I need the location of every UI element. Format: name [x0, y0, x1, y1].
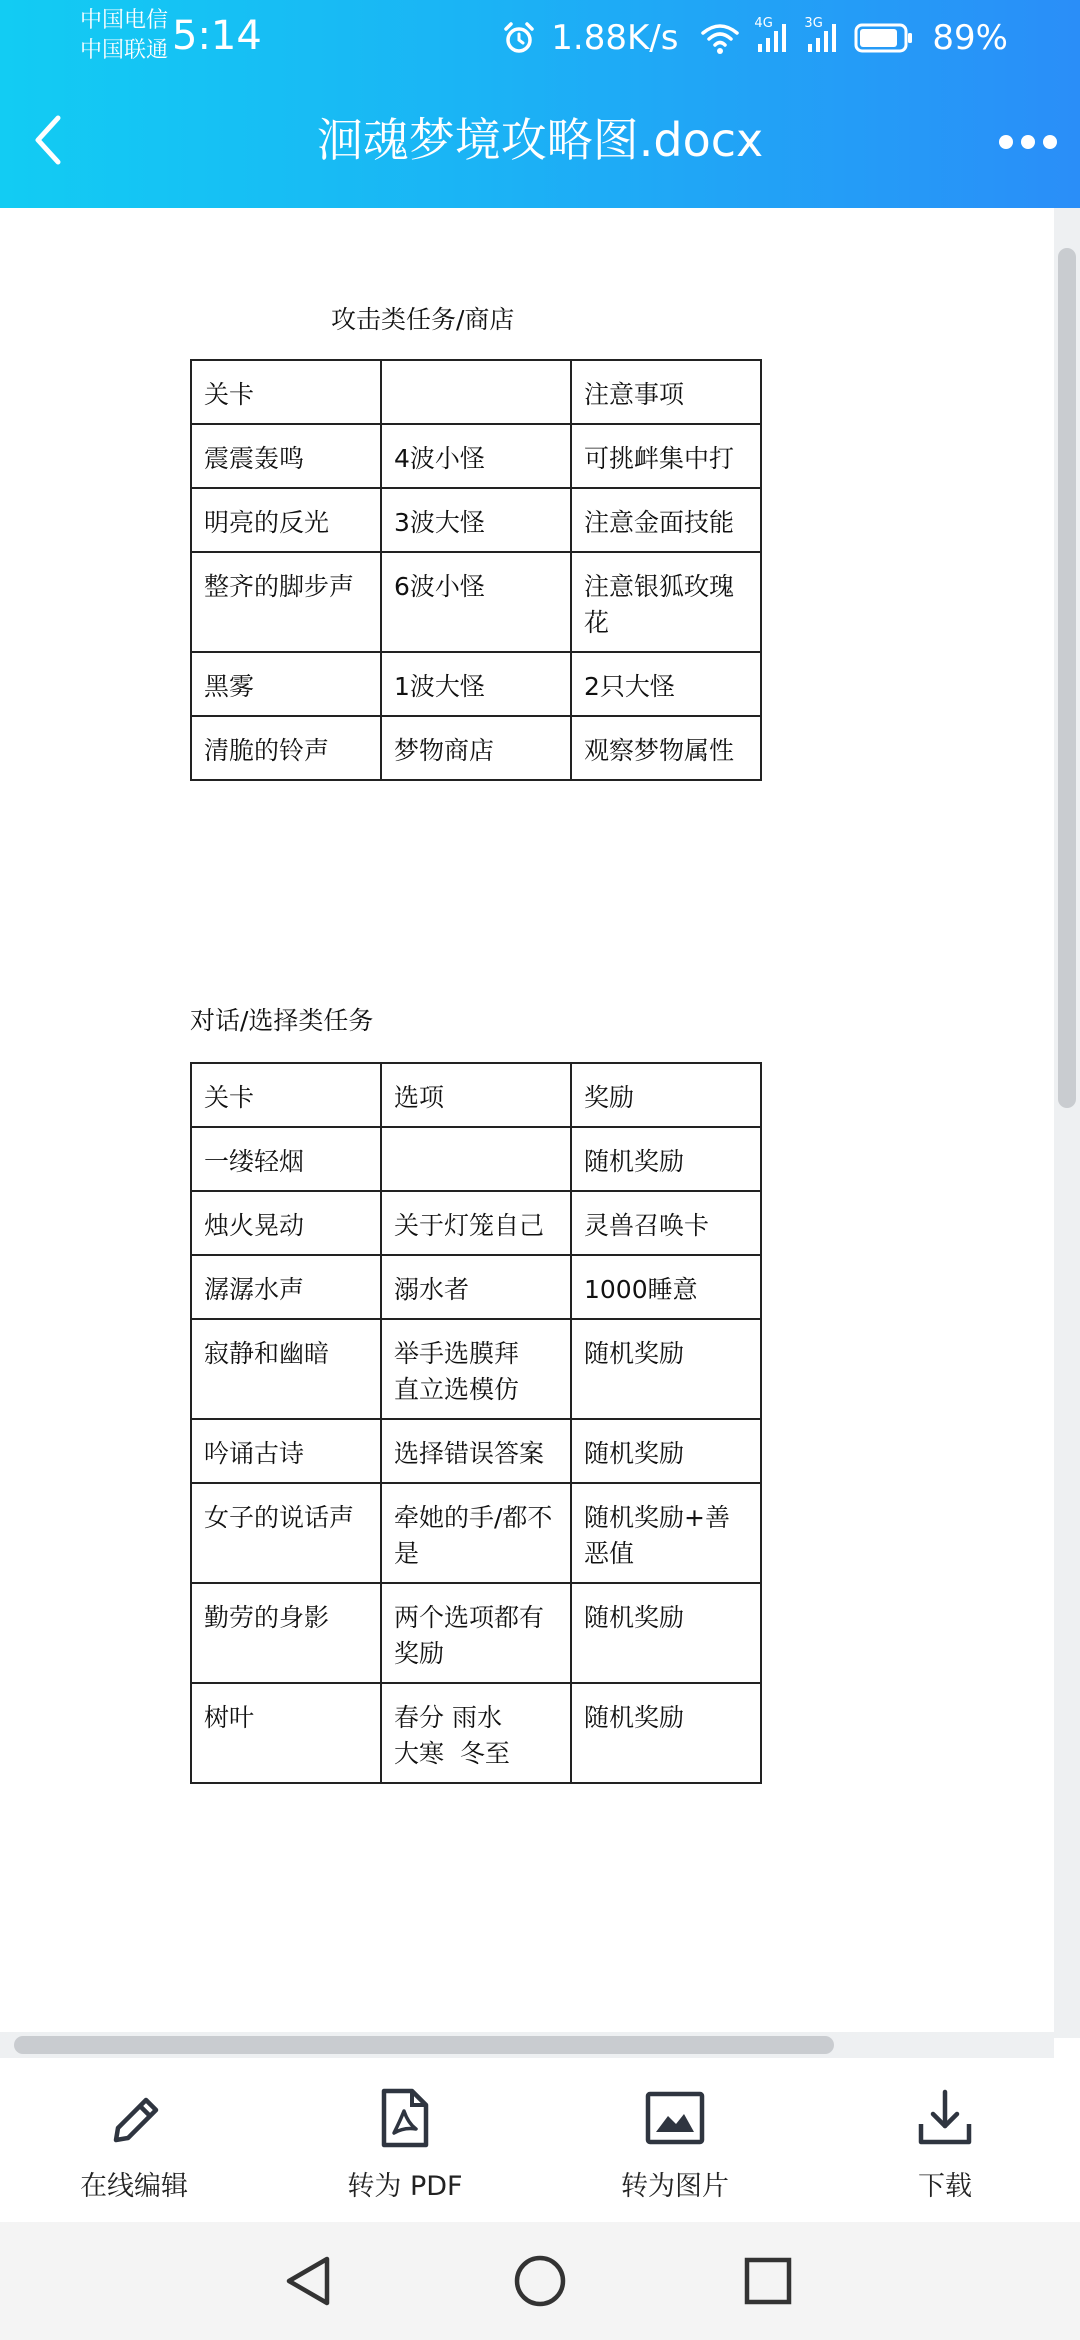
- table-cell: [381, 652, 571, 716]
- table-cell: [381, 1191, 571, 1255]
- cell-text: 1000睡意: [584, 1275, 698, 1304]
- dialogue-table-row: [191, 1319, 761, 1419]
- cell-text: 黑雾: [204, 672, 255, 701]
- dialogue-table-row: [191, 1255, 761, 1319]
- attack-table-row: [191, 552, 761, 652]
- convert-image-label: 转为图片: [621, 2171, 729, 2202]
- download-label: 下载: [918, 2171, 972, 2202]
- chevron-left-icon: [28, 112, 68, 168]
- attack-table-row: [191, 652, 761, 716]
- table-cell: [381, 1319, 571, 1419]
- cell-text: 奖励: [584, 1083, 635, 1112]
- home-circle-icon: [512, 2253, 568, 2309]
- attack-table-row: [191, 716, 761, 780]
- cell-text: 2只大怪: [584, 672, 675, 701]
- dialogue-table-row: [191, 1483, 761, 1583]
- cell-text: 4波小怪: [394, 444, 485, 473]
- battery-icon: [854, 22, 914, 54]
- table-cell: [571, 488, 761, 552]
- alarm-icon: [501, 20, 537, 56]
- table-cell: [381, 1127, 571, 1191]
- cell-text: 随机奖励: [584, 1703, 685, 1732]
- signal-2-type: 3G: [804, 16, 823, 31]
- cell-text: 烛火晃动: [204, 1211, 305, 1240]
- table-cell: [191, 716, 381, 780]
- table-cell: [571, 424, 761, 488]
- cell-text: 关卡: [204, 380, 255, 409]
- back-triangle-icon: [283, 2253, 333, 2309]
- recents-square-icon: [742, 2255, 794, 2307]
- table-cell: [191, 1191, 381, 1255]
- nav-home-button[interactable]: [505, 2246, 575, 2316]
- cell-text: 明亮的反光: [204, 508, 330, 537]
- cell-text: 勤劳的身影: [204, 1603, 330, 1632]
- table-cell: [191, 1063, 381, 1127]
- cell-text: 整齐的脚步声: [204, 572, 355, 601]
- wifi-icon: [700, 21, 740, 55]
- dialogue-table-row: [191, 1419, 761, 1483]
- cell-text: 随机奖励: [584, 1339, 685, 1368]
- document-viewer[interactable]: [0, 208, 1080, 2058]
- table-cell: [571, 1127, 761, 1191]
- table-cell: [571, 716, 761, 780]
- cell-text: 潺潺水声: [204, 1275, 305, 1304]
- online-edit-button[interactable]: [24, 2086, 244, 2206]
- table-cell: [571, 552, 761, 652]
- vertical-scrollbar[interactable]: [1054, 208, 1080, 2038]
- cell-text: 梦物商店: [394, 736, 495, 765]
- table-cell: [191, 488, 381, 552]
- title-bar: [0, 86, 1080, 198]
- table-cell: [381, 1583, 571, 1683]
- cell-text: 注意金面技能: [584, 508, 735, 537]
- battery-percent: 89%: [932, 18, 1008, 58]
- table-cell: [191, 1483, 381, 1583]
- attack-table-row: [191, 424, 761, 488]
- table-cell: [191, 1127, 381, 1191]
- table-cell: [381, 1683, 571, 1783]
- dialogue-table-row: [191, 1127, 761, 1191]
- table-cell: [191, 1419, 381, 1483]
- header: [0, 0, 1080, 208]
- table-cell: [571, 360, 761, 424]
- convert-pdf-button[interactable]: [295, 2086, 515, 2206]
- status-indicators: [501, 14, 1008, 62]
- cell-text: 两个选项都有奖励: [394, 1603, 545, 1668]
- cell-text: 随机奖励: [584, 1147, 685, 1176]
- table-cell: [381, 360, 571, 424]
- table-cell: [571, 1483, 761, 1583]
- signal-2-icon: [804, 16, 840, 54]
- cell-text: 溺水者: [394, 1275, 470, 1304]
- table-cell: [191, 552, 381, 652]
- vertical-scroll-thumb[interactable]: [1058, 248, 1076, 1108]
- dialogue-table-row: [191, 1583, 761, 1683]
- nav-recents-button[interactable]: [733, 2246, 803, 2316]
- cell-text: 春分 雨水 大寒 冬至: [394, 1703, 510, 1768]
- download-button[interactable]: [835, 2086, 1055, 2206]
- cell-text: 随机奖励: [584, 1603, 685, 1632]
- attack-tasks-table: [190, 359, 762, 781]
- dialogue-table-row: [191, 1191, 761, 1255]
- cell-text: 清脆的铃声: [204, 736, 330, 765]
- cell-text: 3波大怪: [394, 508, 485, 537]
- table-cell: [381, 1419, 571, 1483]
- table-cell: [571, 1419, 761, 1483]
- table-cell: [381, 488, 571, 552]
- document-title: 洄魂梦境攻略图.docx: [316, 113, 764, 167]
- table-cell: [381, 716, 571, 780]
- cell-text: 可挑衅集中打: [584, 444, 735, 473]
- table-cell: [381, 1483, 571, 1583]
- dialogue-table-row: [191, 1683, 761, 1783]
- status-bar: [0, 0, 1080, 80]
- cell-text: 灵兽召唤卡: [584, 1211, 710, 1240]
- convert-pdf-label: 转为 PDF: [347, 2171, 463, 2202]
- pdf-file-icon: [378, 2087, 432, 2149]
- horizontal-scrollbar[interactable]: [0, 2032, 1054, 2058]
- table-cell: [381, 424, 571, 488]
- cell-text: 选项: [394, 1083, 445, 1112]
- cell-text: 随机奖励+善恶值: [584, 1503, 730, 1568]
- table-cell: [191, 1319, 381, 1419]
- table-cell: [571, 1683, 761, 1783]
- image-icon: [644, 2090, 706, 2146]
- cell-text: 一缕轻烟: [204, 1147, 305, 1176]
- carrier-2: 中国联通: [80, 38, 169, 63]
- table-cell: [381, 1063, 571, 1127]
- signal-1-type: 4G: [754, 16, 773, 31]
- table-cell: [571, 1063, 761, 1127]
- table-cell: [191, 652, 381, 716]
- table-cell: [571, 652, 761, 716]
- online-edit-label: 在线编辑: [80, 2171, 188, 2202]
- convert-image-button[interactable]: [565, 2086, 785, 2206]
- cell-text: 注意银狐玫瑰花: [584, 572, 735, 637]
- cell-text: 观察梦物属性: [584, 736, 735, 765]
- table-cell: [571, 1255, 761, 1319]
- cell-text: 寂静和幽暗: [204, 1339, 330, 1368]
- more-options-button[interactable]: [996, 112, 1060, 172]
- cell-text: 牵她的手/都不是: [394, 1503, 553, 1568]
- more-dots-icon: [998, 134, 1058, 150]
- carrier-names: [80, 6, 168, 66]
- cell-text: 女子的说话声: [204, 1503, 355, 1532]
- section-caption-attack: 攻击类任务/商店: [331, 305, 515, 334]
- cell-text: 吟诵古诗: [204, 1439, 305, 1468]
- carrier-1: 中国电信: [80, 8, 169, 33]
- table-cell: [571, 1319, 761, 1419]
- download-icon: [915, 2088, 975, 2148]
- attack-table-header-row: [191, 360, 761, 424]
- bottom-toolbar: [0, 2058, 1080, 2222]
- horizontal-scroll-thumb[interactable]: [14, 2036, 834, 2054]
- table-cell: [191, 424, 381, 488]
- cell-text: 选择错误答案: [394, 1439, 545, 1468]
- table-cell: [381, 1255, 571, 1319]
- cell-text: 关卡: [204, 1083, 255, 1112]
- table-cell: [571, 1191, 761, 1255]
- back-button[interactable]: [16, 108, 80, 172]
- pencil-icon: [104, 2088, 164, 2148]
- cell-text: 6波小怪: [394, 572, 485, 601]
- nav-back-button[interactable]: [273, 2246, 343, 2316]
- dialogue-table-header-row: [191, 1063, 761, 1127]
- table-cell: [381, 552, 571, 652]
- cell-text: 1波大怪: [394, 672, 485, 701]
- table-cell: [191, 1255, 381, 1319]
- table-cell: [191, 360, 381, 424]
- cell-text: 注意事项: [584, 380, 685, 409]
- clock: 5:14: [172, 13, 262, 59]
- signal-1-icon: [754, 16, 790, 54]
- cell-text: 震震轰鸣: [204, 444, 305, 473]
- table-cell: [191, 1583, 381, 1683]
- table-cell: [571, 1583, 761, 1683]
- cell-text: 随机奖励: [584, 1439, 685, 1468]
- cell-text: 关于灯笼自己: [394, 1211, 545, 1240]
- section-caption-dialogue: 对话/选择类任务: [190, 1006, 374, 1035]
- table-cell: [191, 1683, 381, 1783]
- attack-table-row: [191, 488, 761, 552]
- dialogue-tasks-table: [190, 1062, 762, 1784]
- system-navigation-bar: [0, 2222, 1080, 2340]
- network-speed: 1.88K/s: [551, 18, 679, 58]
- cell-text: 树叶: [204, 1703, 255, 1732]
- cell-text: 举手选膜拜 直立选模仿: [394, 1339, 520, 1404]
